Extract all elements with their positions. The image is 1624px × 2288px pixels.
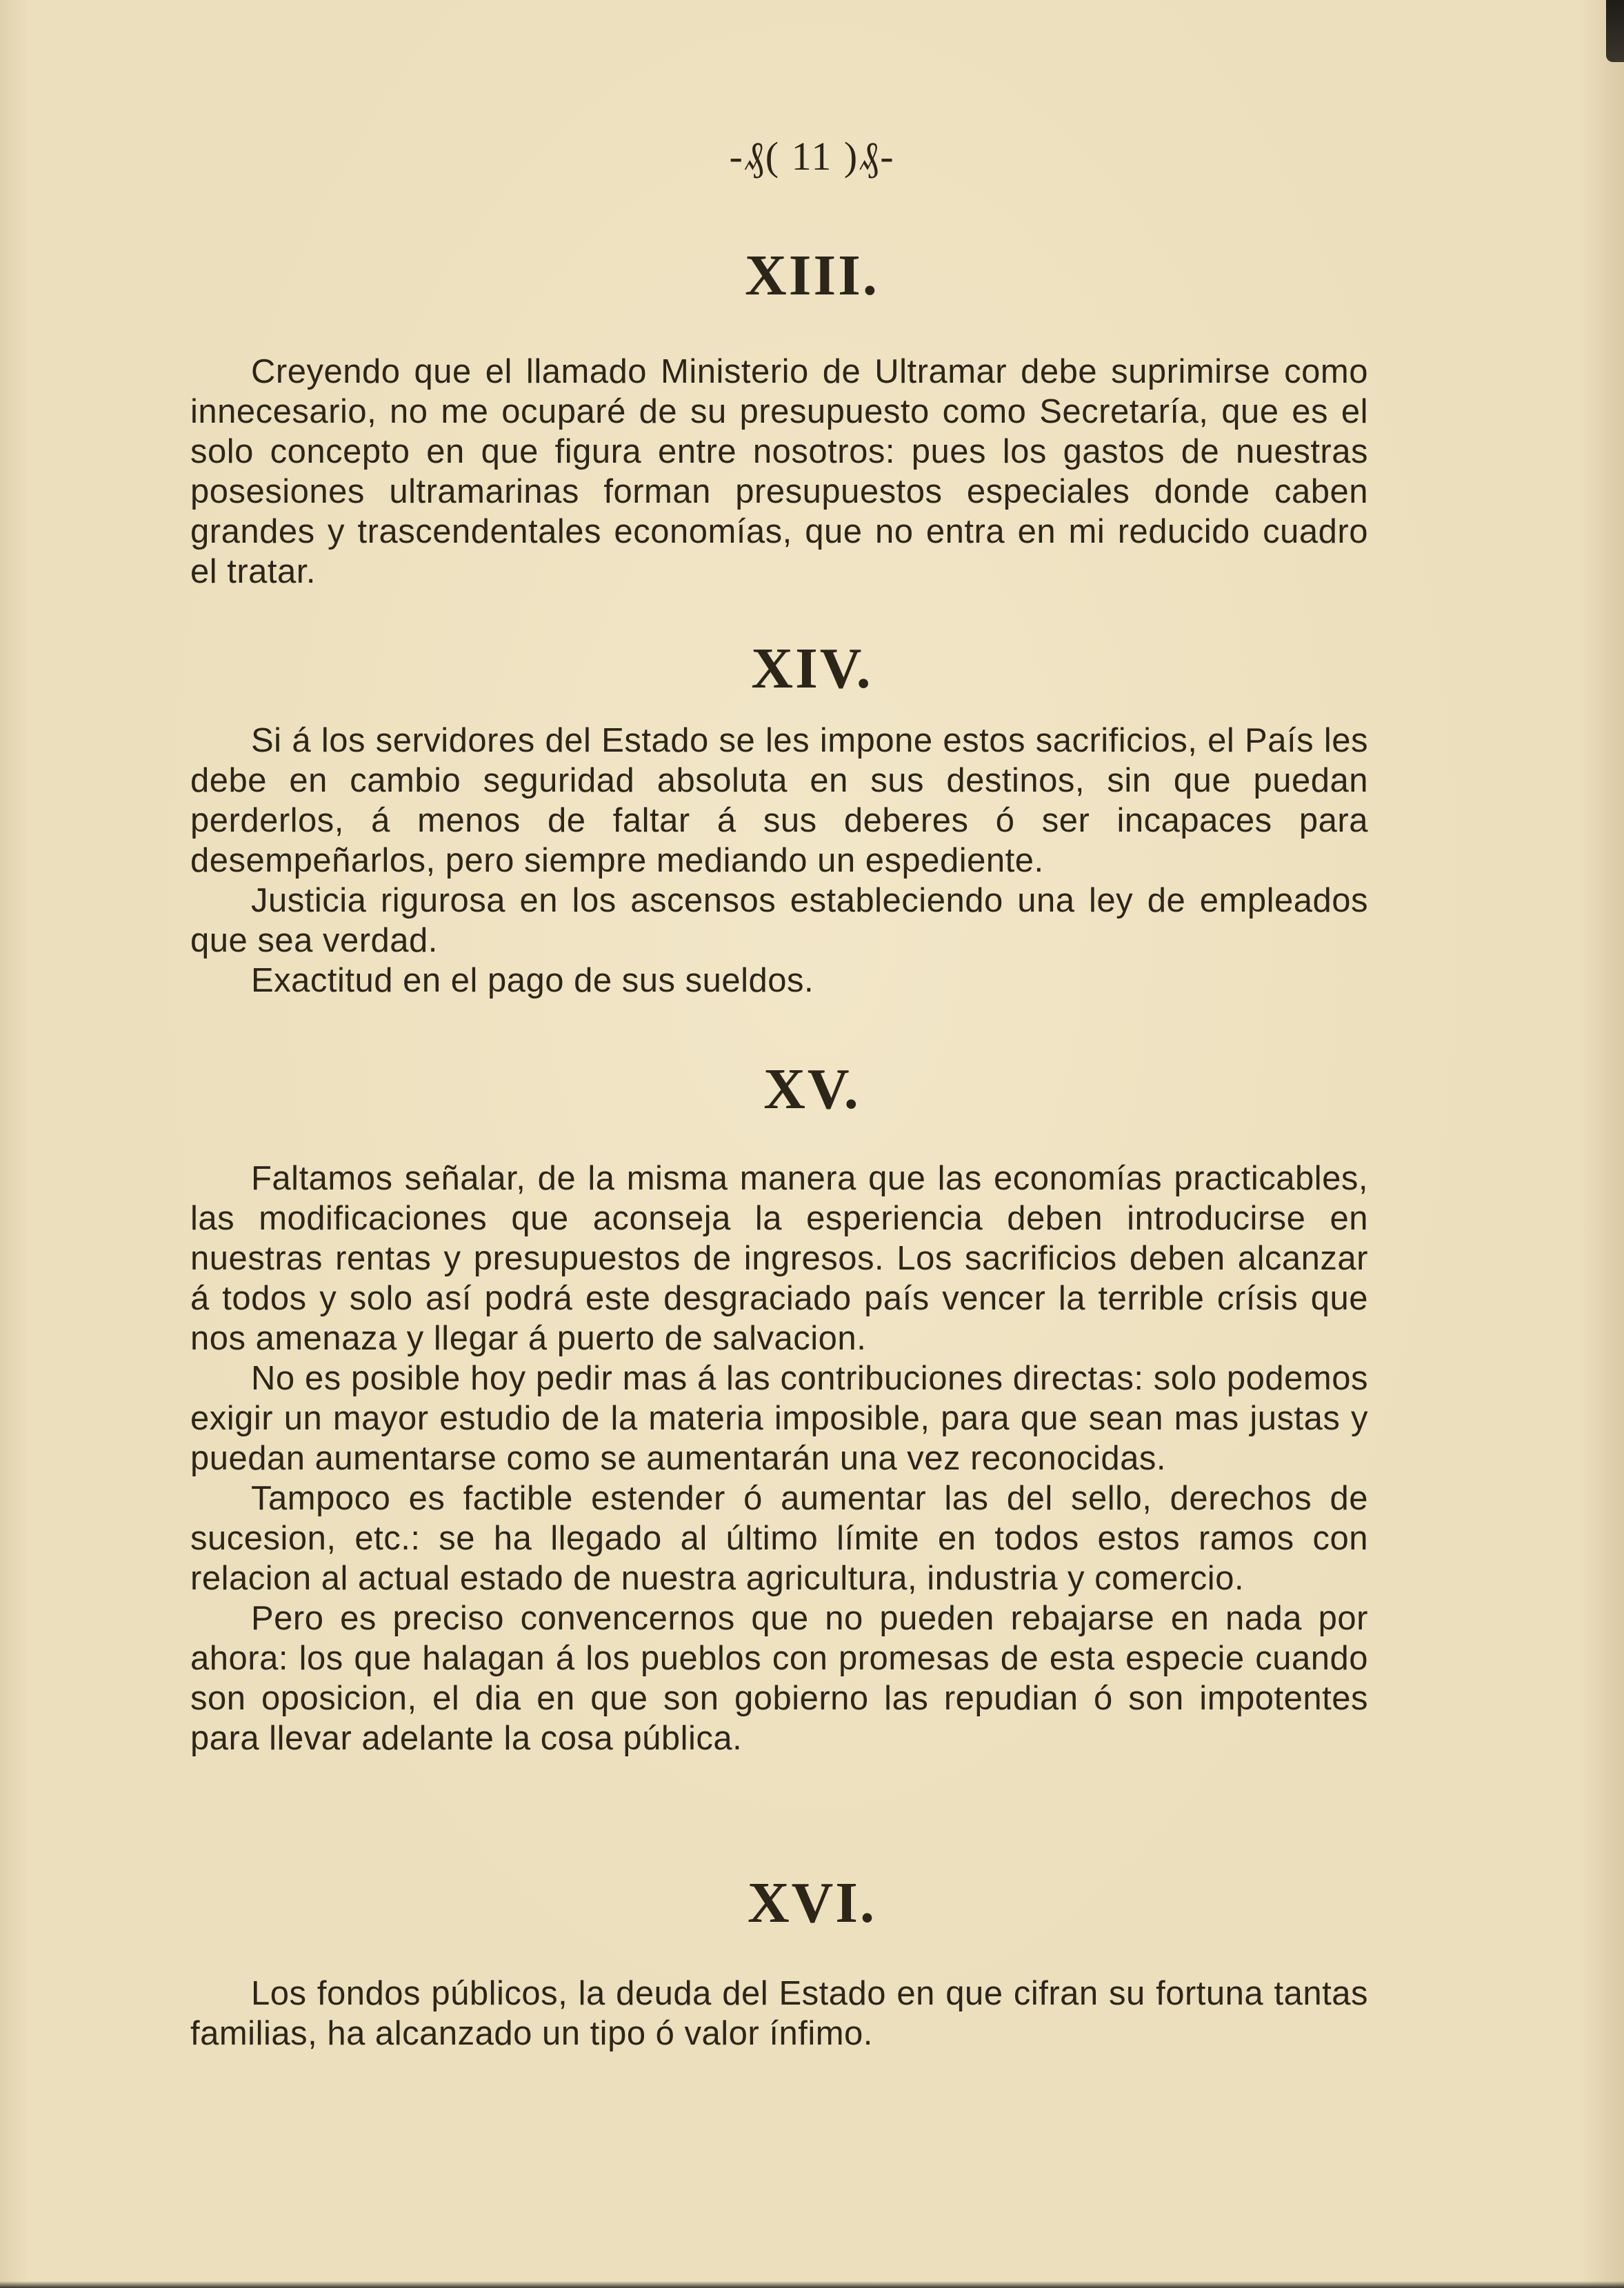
paragraph: Si á los servidores del Estado se les impone estos sacrificios, el País les debe en cambio seguridad absoluta en sus destinos, sin que puedan perderlos, á menos de faltar á sus deberes ó ser incapaces para desempeñarlos, pero siempre mediando un espediente. <box>190 722 1368 879</box>
paragraph: No es posible hoy pedir mas á las contribuciones directas: solo podemos exigir un mayor estudio de la materia imposible, para que sean mas justas y puedan aumentarse como se aumentarán una vez reconocidas. <box>190 1360 1368 1477</box>
section-heading-xiv: XIV. <box>751 636 873 701</box>
paragraph: Creyendo que el llamado Ministerio de Ultramar debe suprimirse como innecesario, no me ocuparé de su presupuesto como Secretaría, que es el solo concepto en que figura entre nosotros: pues los gastos de nuestras posesiones ultramarinas forman presupuestos especiales donde caben grandes y trascendentales economías, que no entra en mi reducido cuadro el tratar. <box>190 353 1368 590</box>
paragraph: Justicia rigurosa en los ascensos estableciendo una ley de empleados que sea verdad. <box>190 882 1368 959</box>
section-heading-xiii: XIII. <box>745 243 879 308</box>
section-body-xvi <box>190 1974 1368 2054</box>
paragraph: Exactitud en el pago de sus sueldos. <box>251 962 814 999</box>
paragraph: Tampoco es factible estender ó aumentar las del sello, derechos de sucesion, etc.: se ha llegado al último límite en todos estos ramos con relacion al actual estado de nuestra agricultura, industria y comercio. <box>190 1480 1368 1597</box>
section-heading-xv: XV. <box>763 1057 861 1121</box>
paragraph: Pero es preciso convencernos que no pueden rebajarse en nada por ahora: los que halagan á los pueblos con promesas de esta especie cuando son oposicion, el dia en que son gobierno las repudian ó son impotentes para llevar adelante la cosa pública. <box>190 1600 1368 1757</box>
paragraph: Faltamos señalar, de la misma manera que las economías practicables, las modificaciones que aconseja la esperiencia deben introducirse en nuestras rentas y presupuestos de ingresos. Los sacrificios deben alcanzar á todos y solo así podrá este desgraciado país vencer la terrible crísis que nos amenaza y llegar á puerto de salvacion. <box>190 1160 1368 1357</box>
page-number-header: -₰( 11 )₰- <box>729 134 895 179</box>
paragraph: Los fondos públicos, la deuda del Estado en que cifran su fortuna tantas familias, ha alcanzado un tipo ó valor ínfimo. <box>190 1975 1368 2052</box>
page-bottom-edge <box>0 2281 1624 2288</box>
page-corner-shadow <box>1606 0 1624 62</box>
section-body-xiii <box>190 352 1368 592</box>
section-body-xiv <box>190 721 1368 1001</box>
section-heading-xvi: XVI. <box>747 1871 876 1935</box>
section-body-xv <box>190 1158 1368 1758</box>
